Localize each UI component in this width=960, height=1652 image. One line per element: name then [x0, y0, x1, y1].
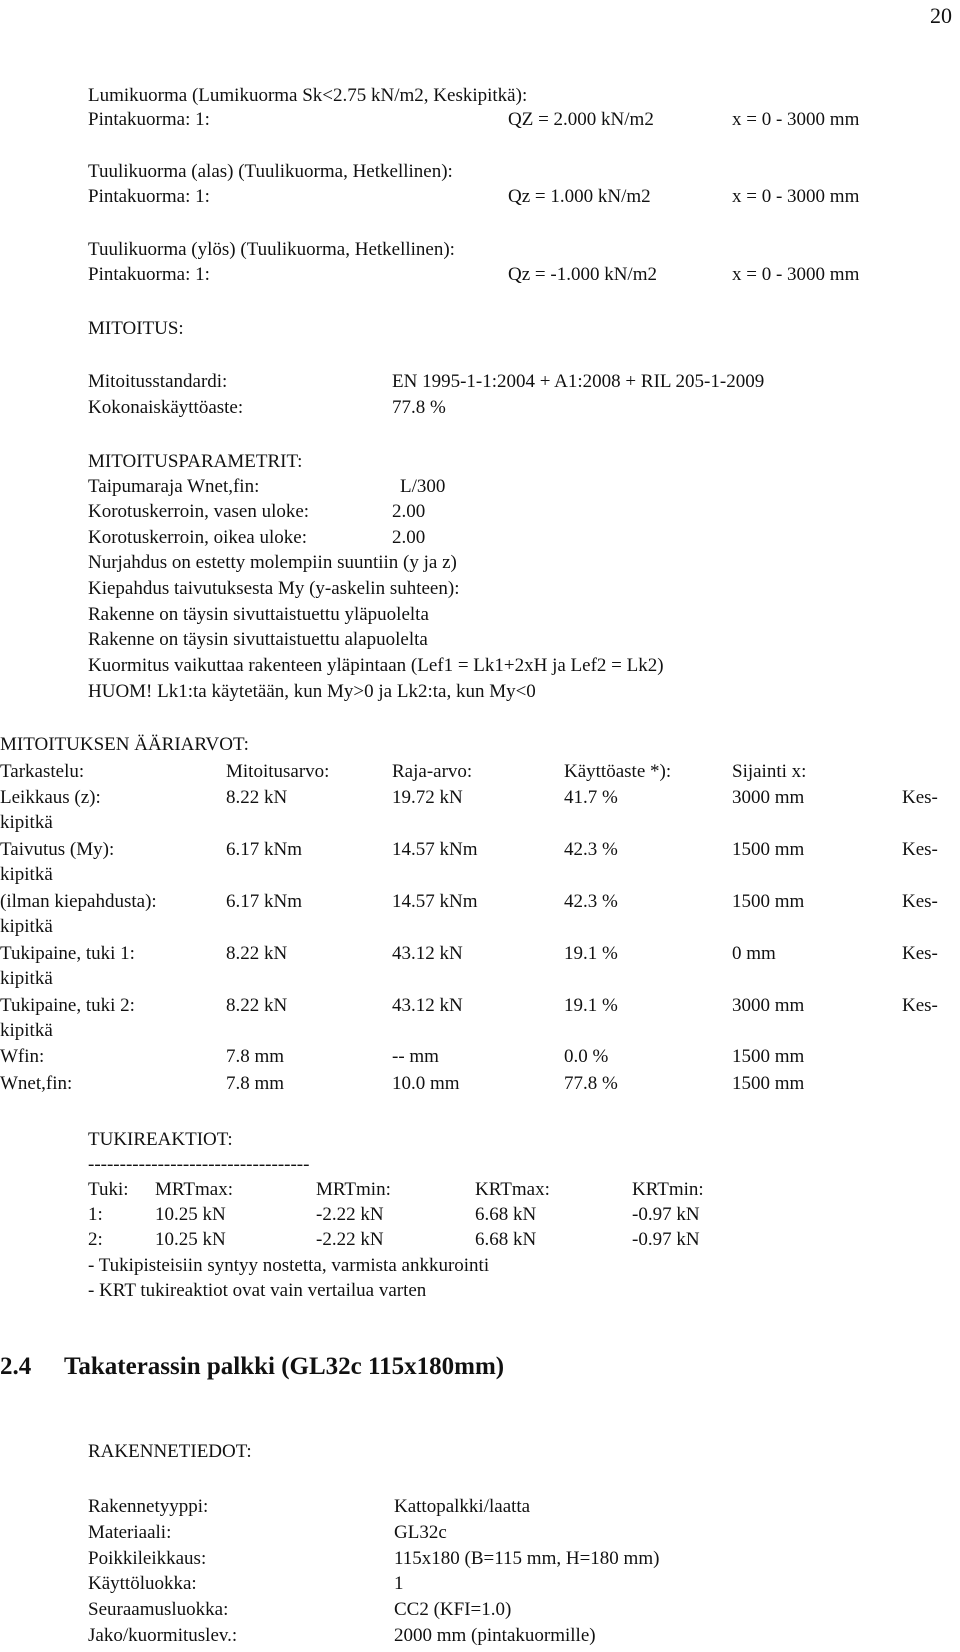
- structure-label: Materiaali:: [88, 1522, 172, 1543]
- reactions-note: - Tukipisteisiin syntyy nostetta, varmista ankkurointi: [88, 1255, 490, 1276]
- result-design-value: 8.22 kN: [226, 787, 288, 808]
- reaction-mrtmin: -2.22 kN: [316, 1229, 384, 1250]
- result-limit-value: 19.72 kN: [392, 787, 463, 808]
- structure-value: GL32c: [394, 1522, 447, 1543]
- reactions-heading: TUKIREAKTIOT:: [88, 1129, 233, 1150]
- reaction-mrtmax: 10.25 kN: [155, 1204, 226, 1225]
- param-value: L/300: [400, 476, 446, 497]
- result-design-value: 8.22 kN: [226, 995, 288, 1016]
- load-range: x = 0 - 3000 mm: [732, 109, 860, 130]
- result-location: 1500 mm: [732, 839, 805, 860]
- load-label: Pintakuorma: 1:: [88, 186, 210, 207]
- load-value: Qz = -1.000 kN/m2: [508, 264, 657, 285]
- result-limit-value: 14.57 kNm: [392, 839, 478, 860]
- param-value: 2.00: [392, 501, 426, 522]
- reactions-header-cell: MRTmax:: [155, 1179, 234, 1200]
- params-heading: MITOITUSPARAMETRIT:: [88, 451, 303, 472]
- result-location: 0 mm: [732, 943, 776, 964]
- result-design-value: 6.17 kNm: [226, 891, 302, 912]
- structure-heading: RAKENNETIEDOT:: [88, 1441, 252, 1462]
- result-design-value: 6.17 kNm: [226, 839, 302, 860]
- result-utilization: 41.7 %: [564, 787, 618, 808]
- page-number: 20: [930, 3, 952, 28]
- result-duration-cont: kipitkä: [0, 864, 53, 885]
- result-duration-cont: kipitkä: [0, 1020, 53, 1041]
- results-header-cell: Tarkastelu:: [0, 761, 85, 782]
- result-duration: Kes-: [902, 891, 938, 912]
- usage-label: Kokonaiskäyttöaste:: [88, 397, 244, 418]
- reactions-header-cell: KRTmin:: [632, 1179, 704, 1200]
- result-duration: Kes-: [902, 787, 938, 808]
- result-check: Taivutus (My):: [0, 839, 115, 860]
- load-value: QZ = 2.000 kN/m2: [508, 109, 654, 130]
- result-utilization: 0.0 %: [564, 1046, 609, 1067]
- load-title: Tuulikuorma (ylös) (Tuulikuorma, Hetkellinen):: [88, 239, 455, 260]
- structure-value: Kattopalkki/laatta: [394, 1496, 531, 1517]
- standard-value: EN 1995-1-1:2004 + A1:2008 + RIL 205-1-2009: [392, 371, 765, 392]
- param-note: Kuormitus vaikuttaa rakenteen yläpintaan (Lef1 = Lk1+2xH ja Lef2 = Lk2): [88, 655, 664, 676]
- reaction-krtmin: -0.97 kN: [632, 1204, 700, 1225]
- result-utilization: 19.1 %: [564, 995, 618, 1016]
- result-location: 1500 mm: [732, 1073, 805, 1094]
- param-note: Rakenne on täysin sivuttaistuettu yläpuolelta: [88, 604, 429, 625]
- reactions-note: - KRT tukireaktiot ovat vain vertailua varten: [88, 1280, 427, 1301]
- result-check: Wnet,fin:: [0, 1073, 73, 1094]
- result-utilization: 42.3 %: [564, 891, 618, 912]
- reaction-krtmax: 6.68 kN: [475, 1204, 537, 1225]
- reaction-mrtmax: 10.25 kN: [155, 1229, 226, 1250]
- result-location: 3000 mm: [732, 995, 805, 1016]
- result-location: 3000 mm: [732, 787, 805, 808]
- reaction-support: 1:: [88, 1204, 103, 1225]
- reaction-krtmax: 6.68 kN: [475, 1229, 537, 1250]
- result-duration: Kes-: [902, 995, 938, 1016]
- mitoitus-heading: MITOITUS:: [88, 318, 184, 339]
- result-duration-cont: kipitkä: [0, 916, 53, 937]
- result-location: 1500 mm: [732, 891, 805, 912]
- reactions-header-cell: Tuki:: [88, 1179, 129, 1200]
- result-check: (ilman kiepahdusta):: [0, 891, 157, 912]
- result-limit-value: -- mm: [392, 1046, 439, 1067]
- standard-label: Mitoitusstandardi:: [88, 371, 228, 392]
- results-header-cell: Mitoitusarvo:: [226, 761, 330, 782]
- result-limit-value: 10.0 mm: [392, 1073, 460, 1094]
- reactions-divider: -----------------------------------: [88, 1154, 310, 1175]
- reaction-mrtmin: -2.22 kN: [316, 1204, 384, 1225]
- structure-label: Poikkileikkaus:: [88, 1548, 207, 1569]
- result-check: Leikkaus (z):: [0, 787, 101, 808]
- load-value: Qz = 1.000 kN/m2: [508, 186, 651, 207]
- load-title: Tuulikuorma (alas) (Tuulikuorma, Hetkellinen):: [88, 161, 453, 182]
- result-check: Tukipaine, tuki 1:: [0, 943, 135, 964]
- structure-label: Seuraamusluokka:: [88, 1599, 229, 1620]
- result-duration: Kes-: [902, 943, 938, 964]
- param-label: Korotuskerroin, vasen uloke:: [88, 501, 310, 522]
- result-utilization: 19.1 %: [564, 943, 618, 964]
- section-number: 2.4: [0, 1353, 32, 1380]
- section-title: Takaterassin palkki (GL32c 115x180mm): [64, 1353, 505, 1380]
- result-design-value: 7.8 mm: [226, 1046, 285, 1067]
- load-label: Pintakuorma: 1:: [88, 264, 210, 285]
- result-utilization: 42.3 %: [564, 839, 618, 860]
- param-note: Kiepahdus taivutuksesta My (y-askelin suhteen):: [88, 578, 460, 599]
- param-label: Taipumaraja Wnet,fin:: [88, 476, 260, 497]
- load-range: x = 0 - 3000 mm: [732, 264, 860, 285]
- load-label: Pintakuorma: 1:: [88, 109, 210, 130]
- reactions-header-cell: KRTmax:: [475, 1179, 550, 1200]
- result-design-value: 8.22 kN: [226, 943, 288, 964]
- structure-label: Rakennetyyppi:: [88, 1496, 209, 1517]
- reactions-header-cell: MRTmin:: [316, 1179, 391, 1200]
- param-note: Nurjahdus on estetty molempiin suuntiin (y ja z): [88, 552, 457, 573]
- param-value: 2.00: [392, 527, 426, 548]
- usage-value: 77.8 %: [392, 397, 446, 418]
- results-header-cell: Raja-arvo:: [392, 761, 473, 782]
- load-range: x = 0 - 3000 mm: [732, 186, 860, 207]
- result-duration: Kes-: [902, 839, 938, 860]
- results-header-cell: Käyttöaste *):: [564, 761, 672, 782]
- result-utilization: 77.8 %: [564, 1073, 618, 1094]
- param-note: HUOM! Lk1:ta käytetään, kun My>0 ja Lk2:ta, kun My<0: [88, 681, 536, 702]
- structure-label: Käyttöluokka:: [88, 1573, 197, 1594]
- result-limit-value: 43.12 kN: [392, 943, 463, 964]
- result-duration-cont: kipitkä: [0, 968, 53, 989]
- load-title: Lumikuorma (Lumikuorma Sk<2.75 kN/m2, Keskipitkä):: [88, 85, 528, 106]
- results-heading: MITOITUKSEN ÄÄRIARVOT:: [0, 734, 249, 755]
- structure-value: CC2 (KFI=1.0): [394, 1599, 512, 1620]
- reaction-krtmin: -0.97 kN: [632, 1229, 700, 1250]
- structure-label: Jako/kuormituslev.:: [88, 1625, 238, 1646]
- result-location: 1500 mm: [732, 1046, 805, 1067]
- reaction-support: 2:: [88, 1229, 103, 1250]
- structure-value: 1: [394, 1573, 404, 1594]
- result-limit-value: 14.57 kNm: [392, 891, 478, 912]
- param-note: Rakenne on täysin sivuttaistuettu alapuolelta: [88, 629, 428, 650]
- result-limit-value: 43.12 kN: [392, 995, 463, 1016]
- result-design-value: 7.8 mm: [226, 1073, 285, 1094]
- results-header-cell: Sijainti x:: [732, 761, 807, 782]
- result-check: Tukipaine, tuki 2:: [0, 995, 135, 1016]
- result-duration-cont: kipitkä: [0, 812, 53, 833]
- param-label: Korotuskerroin, oikea uloke:: [88, 527, 307, 548]
- structure-value: 2000 mm (pintakuormille): [394, 1625, 596, 1646]
- structure-value: 115x180 (B=115 mm, H=180 mm): [394, 1548, 660, 1569]
- result-check: Wfin:: [0, 1046, 45, 1067]
